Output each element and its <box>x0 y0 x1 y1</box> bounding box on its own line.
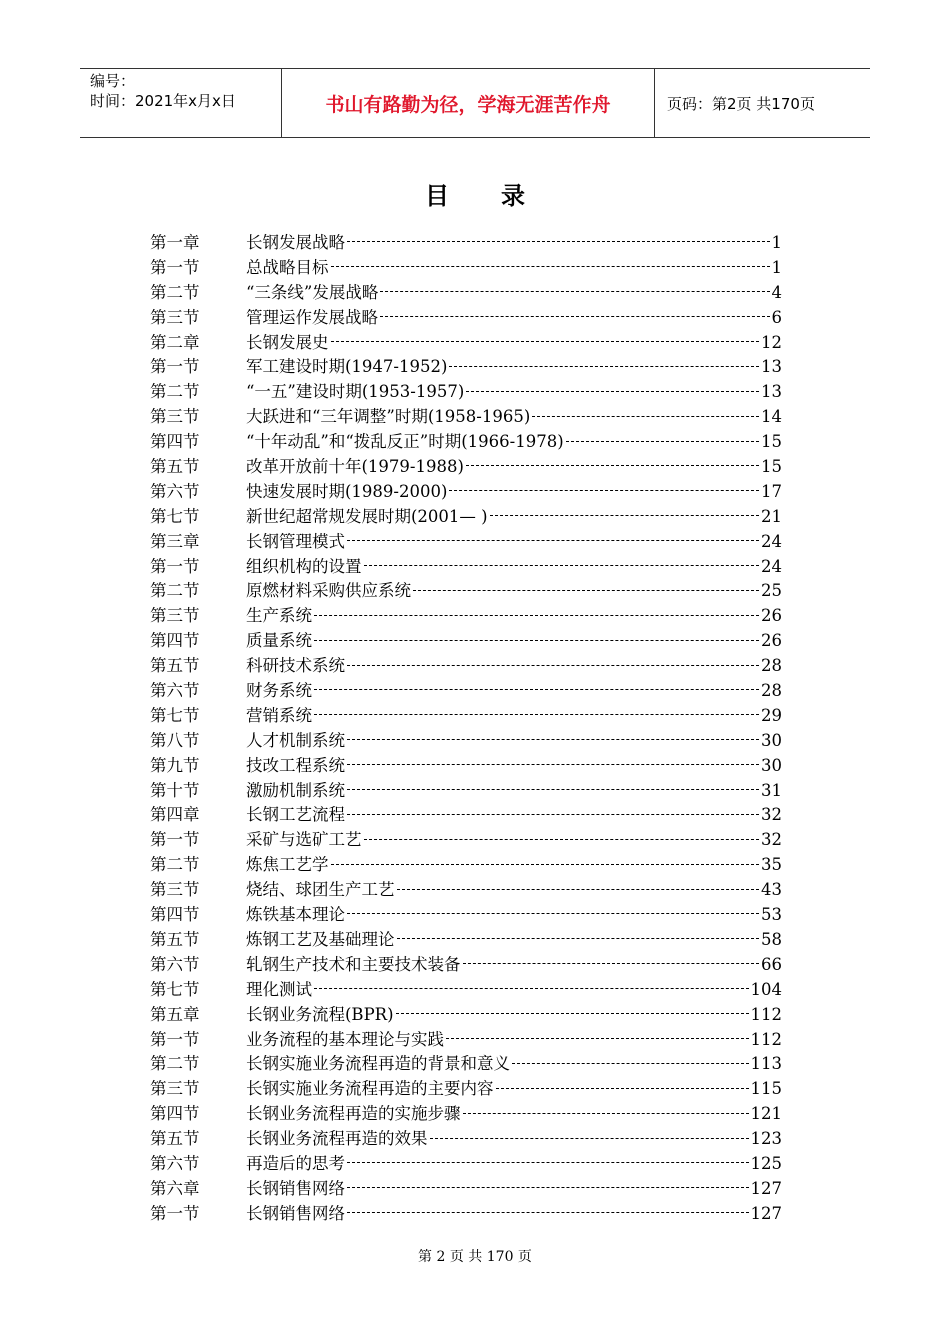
toc-entry[interactable] <box>150 752 782 777</box>
toc-entry[interactable] <box>150 503 782 528</box>
toc-leader-line <box>466 390 759 392</box>
toc-leader-line <box>347 1161 749 1163</box>
toc-entry[interactable] <box>150 1050 782 1075</box>
toc-entry[interactable] <box>150 378 782 403</box>
toc-entry[interactable] <box>150 304 782 329</box>
toc-entry-page: 28 <box>761 681 782 701</box>
toc-entry-number: 第二节 <box>150 1054 200 1074</box>
toc-leader-line <box>490 514 759 516</box>
toc-entry-title: 营销系统 <box>246 705 312 725</box>
toc-entry-number: 第四章 <box>150 805 200 825</box>
header-page-info: 页码：第2页 共170页 <box>667 94 815 113</box>
toc-entry-number: 第二章 <box>150 332 200 352</box>
toc-entry-number: 第一章 <box>150 233 200 252</box>
toc-entry-page: 26 <box>761 606 782 626</box>
toc-entry[interactable] <box>150 403 782 428</box>
toc-entry-title: 炼焦工艺学 <box>246 855 329 875</box>
toc-entry[interactable] <box>150 1125 782 1150</box>
toc-entry-number: 第二节 <box>150 282 200 302</box>
toc-entry-number: 第五节 <box>150 929 200 949</box>
toc-entry-page: 112 <box>750 1004 782 1024</box>
toc-leader-line <box>331 265 770 267</box>
header-meta <box>80 69 282 137</box>
toc-entry-page: 14 <box>761 407 782 427</box>
toc-entry-title: 长钢业务流程(BPR) <box>246 1004 394 1024</box>
toc-entry-title: 长钢销售网络 <box>246 1203 345 1223</box>
toc-entry-title: 炼钢工艺及基础理论 <box>246 929 395 949</box>
toc-entry-title: 生产系统 <box>246 606 312 626</box>
toc-entry-title: 财务系统 <box>246 681 312 701</box>
toc-entry-number: 第五章 <box>150 1004 200 1024</box>
toc-entry-number: 第五节 <box>150 656 200 676</box>
toc-entry[interactable] <box>150 801 782 826</box>
toc-entry-page: 35 <box>761 855 782 875</box>
toc-entry-page: 1 <box>771 257 782 277</box>
toc-entry-number: 第二节 <box>150 581 200 601</box>
toc-entry[interactable] <box>150 901 782 926</box>
toc-entry-number: 第三节 <box>150 1079 200 1099</box>
toc-leader-line <box>463 962 760 964</box>
toc-entry-title: 长钢发展战略 <box>246 233 345 252</box>
toc-entry[interactable] <box>150 727 782 752</box>
toc-leader-line <box>463 1112 749 1114</box>
toc-entry-page: 28 <box>761 656 782 676</box>
toc-entry-number: 第一节 <box>150 1203 200 1223</box>
toc-entry-title: 大跃进和“三年调整”时期(1958-1965) <box>246 407 531 427</box>
toc-entry-title: “一五”建设时期(1953-1957) <box>246 382 465 402</box>
toc-entry-page: 25 <box>761 581 782 601</box>
toc-leader-line <box>380 290 769 292</box>
toc-entry-number: 第六节 <box>150 954 200 974</box>
toc-entry-page: 127 <box>750 1203 782 1223</box>
toc-leader-line <box>466 464 759 466</box>
toc-entry-number: 第六节 <box>150 681 200 701</box>
toc-entry-page: 66 <box>761 954 782 974</box>
toc-entry-page: 32 <box>761 805 782 825</box>
toc-entry-page: 29 <box>761 705 782 725</box>
toc-entry-number: 第二节 <box>150 382 200 402</box>
toc-leader-line <box>347 1211 749 1213</box>
toc-entry-title: 长钢业务流程再造的实施步骤 <box>246 1104 461 1124</box>
toc-entry-page: 127 <box>750 1178 782 1198</box>
toc-entry-page: 12 <box>761 332 782 352</box>
toc-leader-line <box>347 240 770 242</box>
toc-entry-title: 长钢销售网络 <box>246 1178 345 1198</box>
toc-entry-title: 长钢发展史 <box>246 332 329 352</box>
toc-entry-number: 第七节 <box>150 705 200 725</box>
toc-entry-title: 轧钢生产技术和主要技术装备 <box>246 954 461 974</box>
toc-entry-title: “十年动乱”和“拨乱反正”时期(1966-1978) <box>246 432 564 452</box>
toc-entry-title: 新世纪超常规发展时期(2001— ) <box>246 506 488 526</box>
toc-entry-page: 31 <box>761 780 782 800</box>
toc-entry-number: 第五节 <box>150 457 200 477</box>
toc-leader-line <box>314 614 759 616</box>
toc-entry-title: 理化测试 <box>246 979 312 999</box>
toc-entry-number: 第三节 <box>150 880 200 900</box>
toc-entry-number: 第六章 <box>150 1178 200 1198</box>
toc-entry[interactable] <box>150 1001 782 1026</box>
toc-leader-line <box>314 639 759 641</box>
toc-entry-page: 30 <box>761 755 782 775</box>
toc-entry-title: 组织机构的设置 <box>246 556 362 576</box>
toc-entry-number: 第一节 <box>150 357 200 377</box>
page-header <box>80 68 870 138</box>
toc-entry-number: 第四节 <box>150 905 200 925</box>
toc-entry-page: 17 <box>761 481 782 501</box>
toc-entry-title: 再造后的思考 <box>246 1153 345 1173</box>
toc-leader-line <box>512 1062 749 1064</box>
toc-entry-title: 长钢实施业务流程再造的背景和意义 <box>246 1054 510 1074</box>
toc-entry[interactable] <box>150 279 782 304</box>
toc-entry-number: 第一节 <box>150 556 200 576</box>
toc-entry[interactable] <box>150 951 782 976</box>
toc-leader-line <box>347 664 759 666</box>
toc-entry[interactable] <box>150 602 782 627</box>
toc-leader-line <box>566 440 759 442</box>
toc-entry-page: 15 <box>761 457 782 477</box>
toc-entry[interactable] <box>150 329 782 354</box>
toc-entry-title: 技改工程系统 <box>246 755 345 775</box>
toc-leader-line <box>331 340 760 342</box>
toc-entry-number: 第六节 <box>150 481 200 501</box>
toc-leader-line <box>496 1087 749 1089</box>
toc-entry-number: 第四节 <box>150 1104 200 1124</box>
toc-entry[interactable] <box>150 254 782 279</box>
toc-entry-page: 43 <box>761 880 782 900</box>
toc-entry[interactable] <box>150 428 782 453</box>
toc-entry-title: 业务流程的基本理论与实践 <box>246 1029 444 1049</box>
toc-title: 目录 <box>425 182 577 210</box>
toc-entry-number: 第五节 <box>150 1129 200 1149</box>
toc-entry-page: 113 <box>750 1054 782 1074</box>
date-label: 时间：2021年x月x日 <box>90 92 236 110</box>
toc-entry[interactable] <box>150 553 782 578</box>
toc-entry-title: 长钢工艺流程 <box>246 805 345 825</box>
toc-entry-title: 军工建设时期(1947-1952) <box>246 357 448 377</box>
toc-leader-line <box>347 763 759 765</box>
toc-entry[interactable] <box>150 528 782 553</box>
toc-leader-line <box>397 937 760 939</box>
toc-entry-title: 人才机制系统 <box>246 730 345 750</box>
toc-entry-number: 第三节 <box>150 307 200 327</box>
toc-leader-line <box>364 838 760 840</box>
toc-entry-title: 质量系统 <box>246 631 312 651</box>
toc-entry-number: 第七节 <box>150 506 200 526</box>
toc-entry-page: 1 <box>771 233 782 252</box>
toc-leader-line <box>380 315 770 317</box>
toc-leader-line <box>449 489 759 491</box>
toc-entry[interactable] <box>150 677 782 702</box>
toc-leader-line <box>347 1186 749 1188</box>
toc-entry[interactable] <box>150 229 782 254</box>
toc-entry[interactable] <box>150 1150 782 1175</box>
toc-entry-title: 快速发展时期(1989-2000) <box>246 481 448 501</box>
toc-entry-title: 长钢实施业务流程再造的主要内容 <box>246 1079 494 1099</box>
toc-entry-number: 第三节 <box>150 407 200 427</box>
toc-entry[interactable] <box>150 453 782 478</box>
toc-entry-title: 长钢业务流程再造的效果 <box>246 1129 428 1149</box>
toc-leader-line <box>314 987 749 989</box>
toc-entry-page: 4 <box>771 282 782 302</box>
toc-entry[interactable] <box>150 353 782 378</box>
toc-entry-title: 激励机制系统 <box>246 780 345 800</box>
toc-leader-line <box>430 1137 749 1139</box>
toc-leader-line <box>413 589 759 591</box>
toc-leader-line <box>532 415 759 417</box>
toc-entry-number: 第二节 <box>150 855 200 875</box>
toc-entry-page: 6 <box>771 307 782 327</box>
toc-entry-title: 科研技术系统 <box>246 656 345 676</box>
toc-entry[interactable] <box>150 851 782 876</box>
toc-entry[interactable] <box>150 702 782 727</box>
toc-leader-line <box>314 713 759 715</box>
toc-entry[interactable] <box>150 826 782 851</box>
toc-leader-line <box>446 1037 749 1039</box>
toc-entry-title: 改革开放前十年(1979-1988) <box>246 457 464 477</box>
toc-entry-title: 烧结、球团生产工艺 <box>246 880 395 900</box>
toc-entry-page: 58 <box>761 929 782 949</box>
toc-entry-number: 第十节 <box>150 780 200 800</box>
toc-entry-title: 长钢管理模式 <box>246 531 345 551</box>
toc-entry-number: 第一节 <box>150 1029 200 1049</box>
toc-entry-page: 112 <box>750 1029 782 1049</box>
toc-entry-page: 13 <box>761 382 782 402</box>
toc-leader-line <box>314 688 759 690</box>
serial-label: 编号： <box>90 72 136 90</box>
toc-entry[interactable] <box>150 926 782 951</box>
toc-entry-title: 原燃材料采购供应系统 <box>246 581 411 601</box>
toc-leader-line <box>396 1012 749 1014</box>
toc-leader-line <box>347 539 759 541</box>
toc-entry-page: 26 <box>761 631 782 651</box>
toc-entry-page: 123 <box>750 1129 782 1149</box>
table-of-contents <box>150 229 782 1225</box>
toc-entry-page: 24 <box>761 556 782 576</box>
toc-entry[interactable] <box>150 577 782 602</box>
toc-entry[interactable] <box>150 1200 782 1225</box>
toc-entry-page: 53 <box>761 905 782 925</box>
toc-entry-number: 第一节 <box>150 257 200 277</box>
toc-entry-number: 第九节 <box>150 755 200 775</box>
toc-entry-number: 第七节 <box>150 979 200 999</box>
toc-leader-line <box>449 365 759 367</box>
toc-entry-number: 第八节 <box>150 730 200 750</box>
toc-entry-title: 总战略目标 <box>246 257 329 277</box>
page-footer: 第 2 页 共 170 页 <box>418 1249 532 1265</box>
header-motto: 书山有路勤为径，学海无涯苦作舟 <box>282 69 655 137</box>
toc-leader-line <box>331 863 760 865</box>
toc-entry[interactable] <box>150 1175 782 1200</box>
toc-leader-line <box>364 564 760 566</box>
toc-entry-number: 第六节 <box>150 1153 200 1173</box>
toc-entry[interactable] <box>150 1075 782 1100</box>
toc-entry[interactable] <box>150 777 782 802</box>
toc-entry-page: 104 <box>750 979 782 999</box>
toc-entry[interactable] <box>150 627 782 652</box>
toc-entry-number: 第三节 <box>150 606 200 626</box>
toc-leader-line <box>347 912 759 914</box>
toc-leader-line <box>347 813 759 815</box>
toc-entry-page: 121 <box>750 1104 782 1124</box>
toc-entry-number: 第一节 <box>150 830 200 850</box>
toc-entry[interactable] <box>150 1026 782 1051</box>
toc-entry-page: 21 <box>761 506 782 526</box>
toc-entry-page: 24 <box>761 531 782 551</box>
toc-entry[interactable] <box>150 876 782 901</box>
toc-entry-page: 15 <box>761 432 782 452</box>
toc-entry-page: 32 <box>761 830 782 850</box>
toc-entry-page: 125 <box>750 1153 782 1173</box>
toc-entry-number: 第四节 <box>150 631 200 651</box>
toc-entry-page: 115 <box>750 1079 782 1099</box>
toc-leader-line <box>347 738 759 740</box>
toc-entry-title: “三条线”发展战略 <box>246 282 379 302</box>
toc-entry-page: 13 <box>761 357 782 377</box>
toc-entry-number: 第三章 <box>150 531 200 551</box>
toc-entry[interactable] <box>150 652 782 677</box>
toc-entry-page: 30 <box>761 730 782 750</box>
toc-entry[interactable] <box>150 478 782 503</box>
toc-entry[interactable] <box>150 1100 782 1125</box>
toc-entry[interactable] <box>150 976 782 1001</box>
toc-entry-title: 管理运作发展战略 <box>246 307 378 327</box>
toc-leader-line <box>347 788 759 790</box>
toc-entry-number: 第四节 <box>150 432 200 452</box>
toc-entry-title: 采矿与选矿工艺 <box>246 830 362 850</box>
toc-leader-line <box>397 888 760 890</box>
toc-entry-title: 炼铁基本理论 <box>246 905 345 925</box>
